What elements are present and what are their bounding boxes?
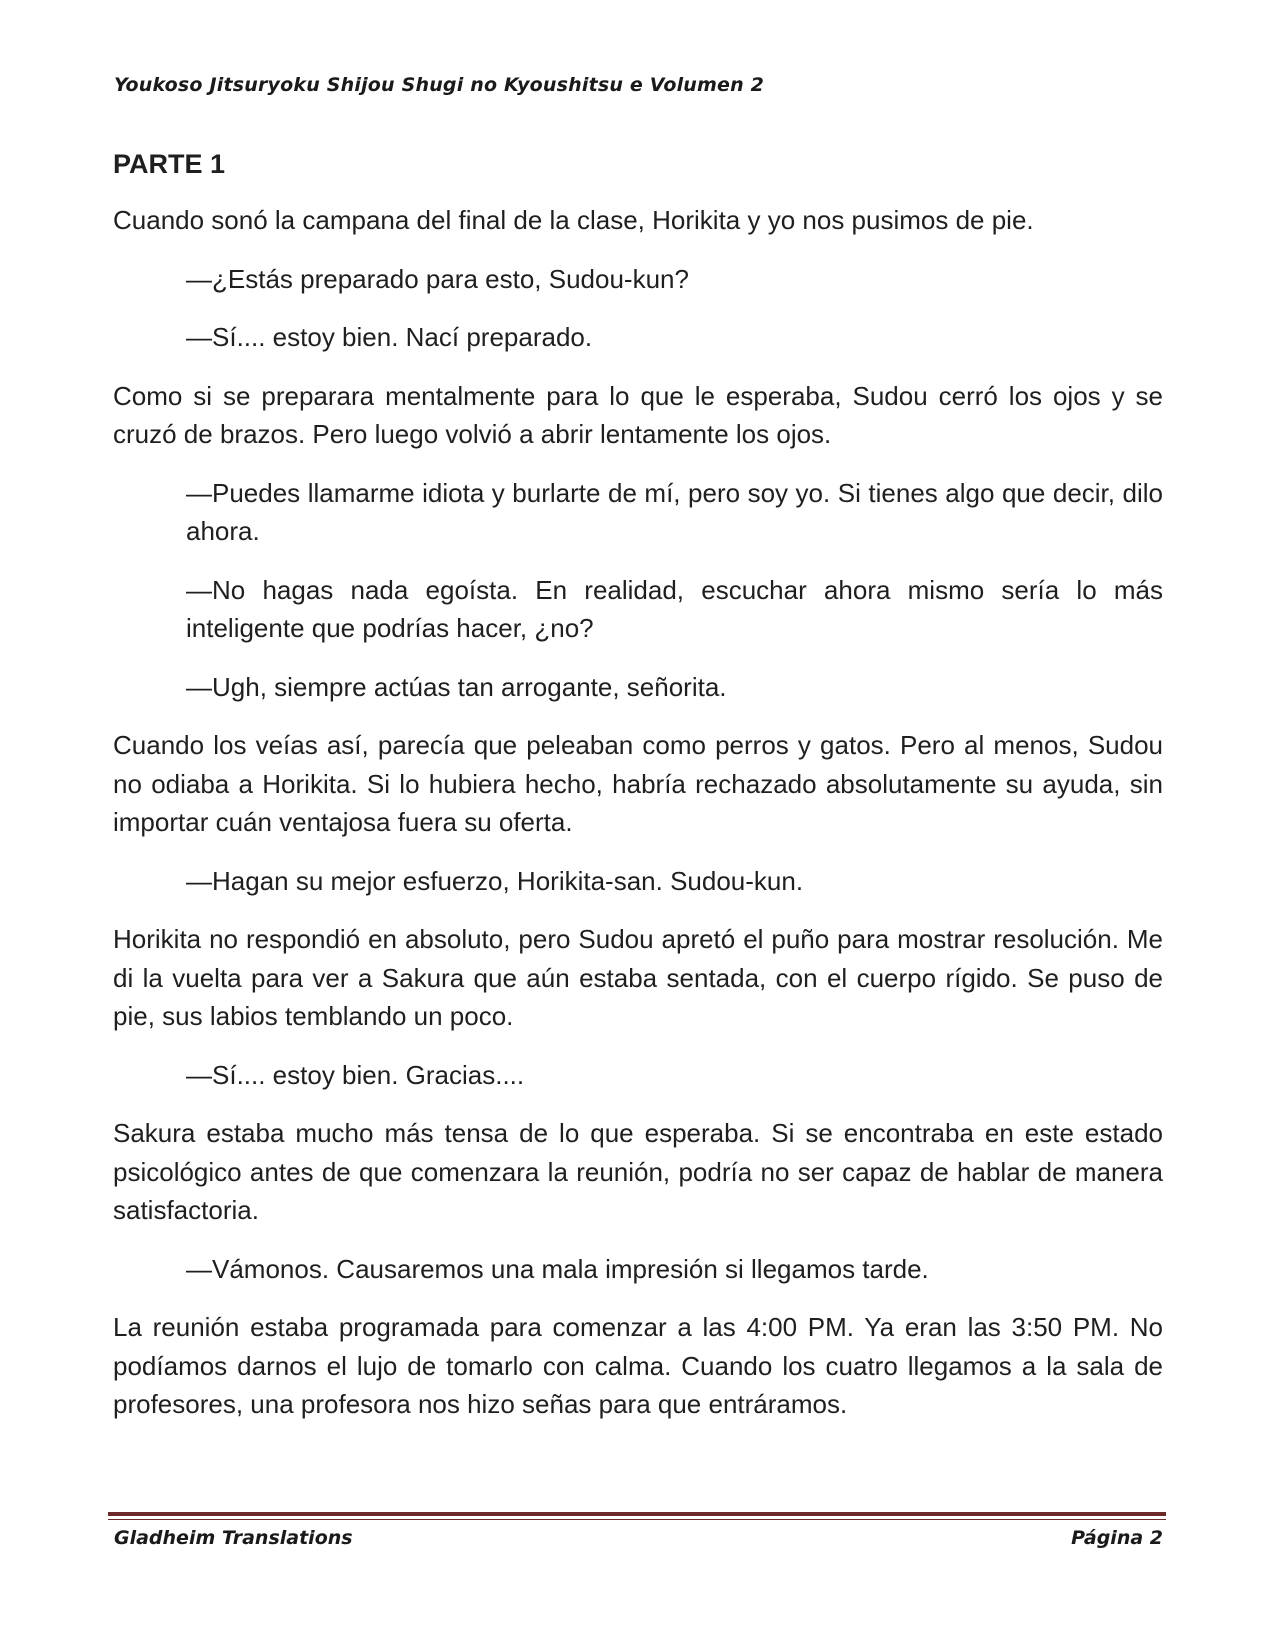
paragraph: Sakura estaba mucho más tensa de lo que esperaba. Si se encontraba en este estado psicológico antes de que comenzara la reunión, podría no ser capaz de hablar de manera satisfactoria. <box>113 1118 1163 1225</box>
dialogue-line: —Puedes llamarme idiota y burlarte de mí, pero soy yo. Si tienes algo que decir, dilo ahora. <box>186 477 1163 546</box>
dialogue-line: —Hagan su mejor esfuerzo, Horikita-san. Sudou-kun. <box>186 865 804 896</box>
page-number: Página 2 <box>1071 1527 1163 1549</box>
section-title: PARTE 1 <box>113 149 226 179</box>
dialogue-line: —Sí.... estoy bien. Gracias.... <box>186 1059 525 1090</box>
dialogue-line: —¿Estás preparado para esto, Sudou-kun? <box>186 263 689 294</box>
paragraph: Cuando los veías así, parecía que peleaban como perros y gatos. Pero al menos, Sudou no odiaba a Horikita. Si lo hubiera hecho, habría rechazado absolutamente su ayuda, sin importar cuán ventajosa fuera su oferta. <box>113 730 1163 837</box>
dialogue-line: —Vámonos. Causaremos una mala impresión si llegamos tarde. <box>186 1253 929 1284</box>
paragraph: Como si se preparara mentalmente para lo que le esperaba, Sudou cerró los ojos y se cruzó de brazos. Pero luego volvió a abrir lentamente los ojos. <box>113 380 1163 449</box>
dialogue-line: —Sí.... estoy bien. Nací preparado. <box>186 322 593 352</box>
paragraph: Horikita no respondió en absoluto, pero Sudou apretó el puño para mostrar resolución. Me di la vuelta para ver a Sakura que aún estaba sentada, con el cuerpo rígido. Se puso de pie, sus labios temblando un poco. <box>113 924 1163 1031</box>
dialogue-line: —Ugh, siempre actúas tan arrogante, señorita. <box>186 671 727 702</box>
dialogue-line: —No hagas nada egoísta. En realidad, escuchar ahora mismo sería lo más inteligente que podrías hacer, ¿no? <box>186 574 1163 643</box>
footer-divider-thin <box>108 1519 1166 1520</box>
footer-divider <box>108 1512 1166 1516</box>
footer-credit: Gladheim Translations <box>114 1527 353 1549</box>
paragraph: Cuando sonó la campana del final de la clase, Horikita y yo nos pusimos de pie. <box>113 205 1034 235</box>
body-content <box>113 145 1163 1444</box>
paragraph: La reunión estaba programada para comenzar a las 4:00 PM. Ya eran las 3:50 PM. No podíamos darnos el lujo de tomarlo con calma. Cuando los cuatro llegamos a la sala de profesores, una profesora nos hizo señas para que entráramos. <box>113 1312 1163 1419</box>
running-header: Youkoso Jitsuryoku Shijou Shugi no Kyoushitsu e Volumen 2 <box>114 74 765 96</box>
